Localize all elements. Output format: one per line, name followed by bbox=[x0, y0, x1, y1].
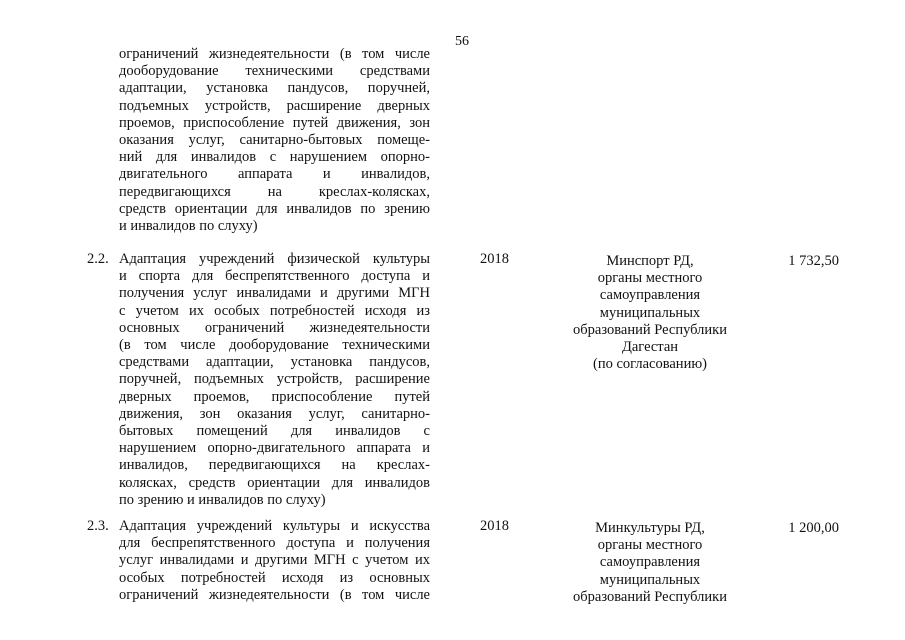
description-line: нарушением опорно-двигательного аппарата и bbox=[119, 440, 430, 457]
carryover-line: дооборудование техническими средствами bbox=[119, 63, 430, 80]
carryover-line: проемов, приспособление путей движения, зон bbox=[119, 114, 430, 131]
row-executor bbox=[560, 253, 740, 373]
executor-line: самоуправления bbox=[599, 554, 701, 571]
row-year: 2018 bbox=[480, 251, 509, 267]
description-line: инвалидов, передвигающихся на креслах- bbox=[119, 457, 430, 474]
carryover-line: передвигающихся на креслах-колясках, bbox=[119, 183, 430, 200]
description-line: движения, зон оказания услуг, санитарно- bbox=[119, 405, 430, 422]
executor-line: муниципальных bbox=[599, 304, 701, 321]
carryover-line: оказания услуг, санитарно-бытовых помеще- bbox=[119, 132, 430, 149]
row-number: 2.2. bbox=[87, 251, 109, 267]
description-line: Адаптация учреждений культуры и искусства bbox=[119, 518, 430, 534]
description-line: по зрению и инвалидов по слуху) bbox=[119, 491, 326, 508]
carryover-line: ний для инвалидов с нарушением опорно- bbox=[119, 149, 430, 166]
carryover-description bbox=[119, 46, 430, 235]
row-description bbox=[119, 518, 430, 604]
description-line: и спорта для беспрепятственного доступа и bbox=[119, 268, 430, 285]
description-line: услуг инвалидами и другими МГН с учетом их bbox=[119, 552, 430, 569]
description-line: дверных проемов, приспособление путей bbox=[119, 388, 430, 405]
executor-line: муниципальных bbox=[599, 571, 701, 588]
description-line: с учетом их особых потребностей исходя из bbox=[119, 302, 430, 319]
executor-line: образований Республики bbox=[573, 588, 727, 605]
carryover-line: двигательного аппарата и инвалидов, bbox=[119, 166, 430, 183]
description-line: ограничений жизнедеятельности (в том числе bbox=[119, 586, 430, 603]
description-line: средствами адаптации, установка пандусов, bbox=[119, 354, 430, 371]
row-year: 2018 bbox=[480, 518, 509, 534]
row-number: 2.3. bbox=[87, 518, 109, 534]
carryover-line: и инвалидов по слуху) bbox=[119, 218, 258, 235]
description-line: получения услуг инвалидами и другими МГН bbox=[119, 285, 430, 302]
executor-line: Минкультуры РД, bbox=[595, 520, 705, 536]
executor-line: самоуправления bbox=[599, 287, 701, 304]
carryover-line: ограничений жизнедеятельности (в том числе bbox=[119, 46, 430, 62]
executor-line: органы местного bbox=[597, 537, 703, 554]
description-line: поручней, подъемных устройств, расширение bbox=[119, 371, 430, 388]
row-amount: 1 200,00 bbox=[788, 520, 839, 536]
description-line: колясках, средств ориентации для инвалидов bbox=[119, 474, 430, 491]
executor-line: Дагестан bbox=[621, 339, 679, 356]
row-description bbox=[119, 251, 430, 509]
executor-line: образований Республики bbox=[573, 321, 727, 338]
carryover-line: средств ориентации для инвалидов по зрению bbox=[119, 200, 430, 217]
description-line: особых потребностей исходя из основных bbox=[119, 569, 430, 586]
description-line: основных ограничений жизнедеятельности bbox=[119, 319, 430, 336]
executor-line: органы местного bbox=[597, 270, 703, 287]
description-line: бытовых помещений для инвалидов с bbox=[119, 423, 430, 440]
executor-line: (по согласованию) bbox=[593, 356, 707, 373]
row-amount: 1 732,50 bbox=[788, 253, 839, 269]
description-line: (в том числе дооборудование техническими bbox=[119, 337, 430, 354]
carryover-line: адаптации, установка пандусов, поручней, bbox=[119, 80, 430, 97]
executor-line: Минспорт РД, bbox=[606, 253, 694, 269]
row-executor bbox=[560, 520, 740, 606]
description-line: для беспрепятственного доступа и получения bbox=[119, 535, 430, 552]
page-number: 56 bbox=[455, 34, 469, 49]
carryover-line: подъемных устройств, расширение дверных bbox=[119, 97, 430, 114]
description-line: Адаптация учреждений физической культуры bbox=[119, 251, 430, 267]
